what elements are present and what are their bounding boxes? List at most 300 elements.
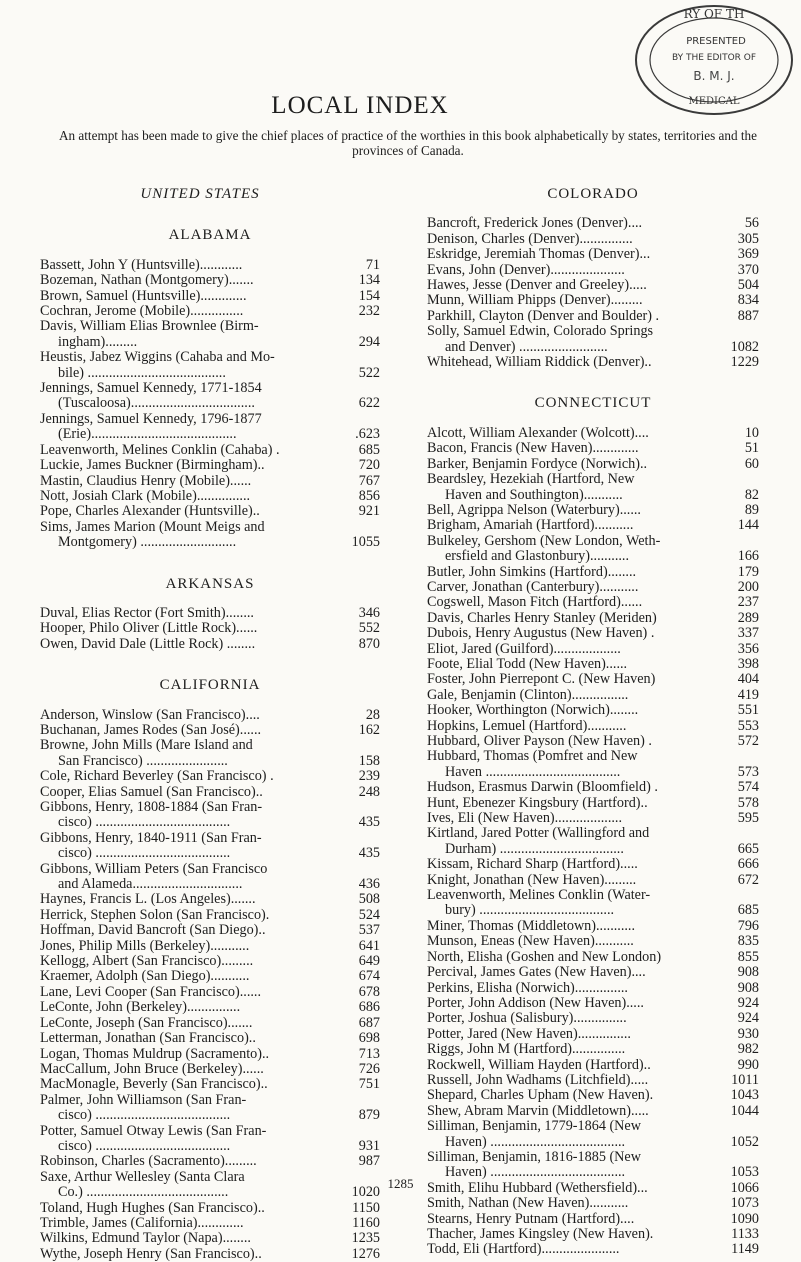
index-entry bbox=[427, 888, 759, 919]
entry-name: Haynes, Francis L. (Los Angeles)....... bbox=[40, 891, 256, 908]
index-entry bbox=[427, 355, 759, 370]
entry-name: Thacher, James Kingsley (New Haven). bbox=[427, 1226, 654, 1242]
index-entry bbox=[427, 796, 759, 811]
entry-name: Porter, John Addison (New Haven)..... bbox=[427, 994, 644, 1011]
index-entry bbox=[427, 811, 759, 826]
stamp-line-3: B. M. J. bbox=[693, 69, 735, 83]
right-column bbox=[427, 187, 759, 1258]
index-entry bbox=[427, 1227, 759, 1242]
entry-page-number: 665 bbox=[737, 840, 759, 857]
entry-page-number: 237 bbox=[737, 594, 759, 611]
entry-name: ersfield and Glastonbury)........... bbox=[445, 548, 630, 565]
entry-page-number: 356 bbox=[737, 640, 759, 657]
entry-page-number: 687 bbox=[358, 1014, 380, 1031]
entry-name: Bassett, John Y (Huntsville)............ bbox=[40, 256, 243, 273]
entry-name: Miner, Thomas (Middletown)........... bbox=[427, 917, 636, 934]
entry-page-number: 158 bbox=[358, 752, 380, 769]
entry-page-number: .623 bbox=[355, 426, 380, 443]
entry-page-number: 435 bbox=[358, 845, 380, 862]
entry-name: Saxe, Arthur Wellesley (Santa Clara bbox=[40, 1168, 245, 1185]
entry-page-number: 1055 bbox=[351, 534, 380, 551]
entry-page-number: 1229 bbox=[730, 354, 759, 371]
index-entry bbox=[40, 1047, 380, 1062]
entry-name: Buchanan, James Rodes (San José)...... bbox=[40, 721, 262, 738]
index-entry bbox=[40, 458, 380, 473]
index-entry bbox=[427, 934, 759, 949]
entry-page-number: 987 bbox=[358, 1153, 380, 1170]
entry-name: Montgomery) ........................... bbox=[58, 534, 237, 551]
entry-name: Hunt, Ebenezer Kingsbury (Hartford).. bbox=[427, 794, 648, 811]
entry-page-number: 232 bbox=[358, 303, 380, 320]
entry-page-number: 686 bbox=[358, 999, 380, 1016]
entry-page-number: 552 bbox=[358, 620, 380, 637]
entry-name: Davis, William Elias Brownlee (Birm- bbox=[40, 318, 259, 335]
entry-page-number: 572 bbox=[737, 733, 759, 749]
entry-name: cisco) ...................................... bbox=[58, 1107, 231, 1124]
entry-name: Palmer, John Williamson (San Fran- bbox=[40, 1091, 247, 1108]
library-stamp bbox=[630, 0, 795, 118]
entry-page-number: 649 bbox=[358, 953, 380, 970]
entry-name: Gibbons, William Peters (San Francisco bbox=[40, 860, 268, 877]
index-entry bbox=[427, 611, 759, 626]
entry-page-number: 28 bbox=[365, 706, 380, 723]
entry-page-number: 1150 bbox=[352, 1199, 380, 1216]
entry-name: Luckie, James Buckner (Birmingham).. bbox=[40, 457, 265, 474]
index-entry bbox=[427, 278, 759, 293]
entry-name: and Alameda............................... bbox=[58, 876, 243, 893]
entry-page-number: 71 bbox=[365, 256, 380, 273]
index-entry bbox=[40, 708, 380, 723]
entry-name: Todd, Eli (Hartford)...................... bbox=[427, 1241, 620, 1258]
entry-name: Hawes, Jesse (Denver and Greeley)..... bbox=[427, 277, 647, 294]
entry-name: Brown, Samuel (Huntsville)............. bbox=[40, 287, 247, 304]
entry-name: Bulkeley, Gershom (New London, Weth- bbox=[427, 532, 661, 549]
entry-page-number: 924 bbox=[737, 994, 759, 1011]
entry-name: Hooker, Worthington (Norwich)........ bbox=[427, 702, 639, 719]
intro-text: An attempt has been made to give the chief places of practice of the worthies in this book alphabetically by states, territories and the provinces of Canada. bbox=[59, 128, 757, 158]
entry-name: Denison, Charles (Denver)............... bbox=[427, 230, 633, 247]
state-heading: ALABAMA bbox=[168, 227, 252, 244]
index-entry bbox=[40, 923, 380, 938]
entry-name: MacMonagle, Beverly (San Francisco).. bbox=[40, 1076, 268, 1093]
index-entry bbox=[427, 503, 759, 518]
entry-name: Smith, Elihu Hubbard (Wethersfield)... bbox=[427, 1179, 648, 1196]
entry-name: Kirtland, Jared Potter (Wallingford and bbox=[427, 825, 650, 842]
entry-page-number: 1149 bbox=[731, 1241, 759, 1258]
index-entry bbox=[427, 263, 759, 278]
entry-name: Butler, John Simkins (Hartford)........ bbox=[427, 563, 637, 580]
index-entry bbox=[40, 954, 380, 969]
entry-page-number: 595 bbox=[737, 810, 759, 827]
entry-name: Solly, Samuel Edwin, Colorado Springs bbox=[427, 323, 654, 340]
index-entry bbox=[40, 862, 380, 893]
index-entry bbox=[40, 1201, 380, 1216]
entry-name: Smith, Nathan (New Haven)........... bbox=[427, 1195, 629, 1212]
entry-name: Sims, James Marion (Mount Meigs and bbox=[40, 518, 265, 535]
entry-name: bile) ....................................... bbox=[58, 364, 226, 381]
entry-name: Haven ...................................... bbox=[445, 763, 621, 780]
entry-name: Cooper, Elias Samuel (San Francisco).. bbox=[40, 783, 263, 800]
index-entry bbox=[40, 785, 380, 800]
index-entry bbox=[427, 1212, 759, 1227]
country-heading: UNITED STATES bbox=[140, 186, 260, 202]
index-entry bbox=[40, 985, 380, 1000]
entry-page-number: 990 bbox=[737, 1056, 759, 1073]
entry-page-number: 720 bbox=[358, 457, 380, 474]
entry-name: cisco) ...................................... bbox=[58, 845, 231, 862]
entry-name: Silliman, Benjamin, 1779-1864 (New bbox=[427, 1118, 641, 1135]
entry-page-number: 713 bbox=[358, 1045, 380, 1062]
index-entry bbox=[427, 873, 759, 888]
entry-name: Rockwell, William Hayden (Hartford).. bbox=[427, 1056, 651, 1073]
index-entry bbox=[427, 1242, 759, 1257]
entry-name: Jones, Philip Mills (Berkeley)........... bbox=[40, 937, 250, 954]
entry-page-number: 1053 bbox=[730, 1164, 759, 1181]
entry-page-number: 551 bbox=[737, 702, 759, 719]
entry-name: Toland, Hugh Hughes (San Francisco).. bbox=[40, 1199, 265, 1216]
entry-page-number: 685 bbox=[737, 902, 759, 919]
entry-name: Shepard, Charles Upham (New Haven). bbox=[427, 1087, 654, 1104]
index-entry bbox=[427, 1011, 759, 1026]
index-entry bbox=[40, 1031, 380, 1046]
index-entry bbox=[40, 319, 380, 350]
entry-page-number: 144 bbox=[737, 517, 759, 534]
entry-page-number: 578 bbox=[737, 794, 759, 811]
entry-page-number: 522 bbox=[358, 364, 380, 381]
entry-page-number: 1133 bbox=[731, 1226, 759, 1242]
index-entry bbox=[40, 1016, 380, 1031]
entry-page-number: 767 bbox=[358, 472, 380, 489]
entry-page-number: 10 bbox=[744, 424, 759, 441]
entry-name: Munn, William Phipps (Denver)......... bbox=[427, 292, 643, 309]
entry-page-number: 666 bbox=[737, 856, 759, 873]
entry-name: cisco) ...................................... bbox=[58, 814, 231, 831]
entry-name: and Denver) ......................... bbox=[445, 338, 608, 355]
entry-name: Barker, Benjamin Fordyce (Norwich).. bbox=[427, 455, 648, 472]
index-entry bbox=[40, 800, 380, 831]
entry-page-number: 921 bbox=[358, 503, 380, 520]
entry-page-number: 56 bbox=[744, 215, 759, 232]
index-entry bbox=[40, 1062, 380, 1077]
entry-name: Trimble, James (California)............. bbox=[40, 1214, 244, 1231]
entry-page-number: 524 bbox=[358, 906, 380, 923]
entry-name: Cochran, Jerome (Mobile)............... bbox=[40, 303, 244, 320]
entry-name: (Erie)......................................... bbox=[58, 426, 237, 443]
entry-page-number: 1090 bbox=[730, 1210, 759, 1227]
index-entry bbox=[40, 489, 380, 504]
entry-name: Gibbons, Henry, 1840-1911 (San Fran- bbox=[40, 829, 262, 846]
index-entry bbox=[427, 216, 759, 231]
entry-page-number: 879 bbox=[358, 1107, 380, 1124]
entry-name: Bozeman, Nathan (Montgomery)....... bbox=[40, 272, 254, 289]
entry-name: Co.) ........................................ bbox=[58, 1184, 229, 1201]
index-entry bbox=[427, 309, 759, 324]
entry-name: LeConte, Joseph (San Francisco)....... bbox=[40, 1014, 253, 1031]
entry-page-number: 573 bbox=[737, 763, 759, 780]
entry-name: Leavenworth, Melines Conklin (Water- bbox=[427, 887, 651, 904]
entry-name: Foster, John Pierrepont C. (New Haven) bbox=[427, 671, 656, 688]
entry-name: Riggs, John M (Hartford)............... bbox=[427, 1041, 626, 1058]
index-entry bbox=[427, 1119, 759, 1150]
entry-page-number: 346 bbox=[358, 604, 380, 621]
index-entry bbox=[427, 857, 759, 872]
index-entry bbox=[427, 441, 759, 456]
entry-page-number: 154 bbox=[358, 287, 380, 304]
entry-page-number: 931 bbox=[358, 1137, 380, 1154]
entry-name: Gibbons, Henry, 1808-1884 (San Fran- bbox=[40, 799, 263, 815]
index-entry bbox=[40, 504, 380, 519]
entry-name: Logan, Thomas Muldrup (Sacramento).. bbox=[40, 1045, 270, 1062]
entry-page-number: 908 bbox=[737, 979, 759, 996]
entry-name: Parkhill, Clayton (Denver and Boulder) . bbox=[427, 307, 660, 324]
entry-page-number: 685 bbox=[358, 441, 380, 458]
entry-page-number: 1020 bbox=[351, 1184, 380, 1201]
entry-page-number: 305 bbox=[737, 230, 759, 247]
index-entry bbox=[40, 637, 380, 652]
entry-page-number: 1011 bbox=[731, 1071, 759, 1088]
entry-page-number: 887 bbox=[737, 307, 759, 324]
index-entry bbox=[427, 293, 759, 308]
state-heading: CONNECTICUT bbox=[534, 395, 652, 412]
index-entry bbox=[427, 1104, 759, 1119]
entry-name: Alcott, William Alexander (Wolcott).... bbox=[427, 424, 649, 441]
entry-name: Herrick, Stephen Solon (San Francisco). bbox=[40, 906, 270, 923]
index-entry bbox=[40, 769, 380, 784]
entry-name: Knight, Jonathan (New Haven)......... bbox=[427, 871, 637, 888]
entry-page-number: 162 bbox=[358, 721, 380, 738]
entry-name: Porter, Joshua (Salisbury)............... bbox=[427, 1010, 627, 1027]
index-entry bbox=[427, 950, 759, 965]
index-entry bbox=[40, 606, 380, 621]
entry-page-number: 574 bbox=[737, 779, 759, 796]
index-entry bbox=[40, 443, 380, 458]
entry-page-number: 1160 bbox=[352, 1214, 380, 1231]
entry-name: Potter, Samuel Otway Lewis (San Fran- bbox=[40, 1122, 267, 1139]
index-entry bbox=[40, 1000, 380, 1015]
entry-page-number: 796 bbox=[737, 917, 759, 934]
index-entry bbox=[427, 672, 759, 687]
entry-page-number: 398 bbox=[737, 655, 759, 672]
entry-name: Wilkins, Edmund Taylor (Napa)........ bbox=[40, 1230, 251, 1247]
entry-name: Browne, John Mills (Mare Island and bbox=[40, 737, 253, 754]
entry-page-number: 622 bbox=[358, 395, 380, 412]
entry-name: Hooper, Philo Oliver (Little Rock)...... bbox=[40, 620, 258, 637]
index-entry bbox=[427, 1058, 759, 1073]
entry-name: Russell, John Wadhams (Litchfield)..... bbox=[427, 1071, 649, 1088]
entry-name: Jennings, Samuel Kennedy, 1771-1854 bbox=[40, 380, 262, 397]
entry-name: Whitehead, William Riddick (Denver).. bbox=[427, 354, 652, 371]
index-entry bbox=[427, 534, 759, 565]
entry-name: Carver, Jonathan (Canterbury)........... bbox=[427, 578, 639, 595]
index-entry bbox=[40, 304, 380, 319]
index-entry bbox=[427, 595, 759, 610]
entry-name: Gale, Benjamin (Clinton)................ bbox=[427, 686, 629, 703]
entry-name: Pope, Charles Alexander (Huntsville).. bbox=[40, 503, 260, 520]
index-entry bbox=[427, 1088, 759, 1103]
entry-page-number: 537 bbox=[358, 922, 380, 939]
entry-page-number: 1044 bbox=[730, 1102, 759, 1119]
index-entry bbox=[40, 273, 380, 288]
entry-page-number: 870 bbox=[358, 635, 380, 652]
index-entry bbox=[40, 350, 380, 381]
entry-name: Evans, John (Denver)..................... bbox=[427, 261, 625, 278]
entry-name: Duval, Elias Rector (Fort Smith)........ bbox=[40, 604, 254, 621]
state-heading: COLORADO bbox=[547, 186, 639, 202]
index-entry bbox=[40, 289, 380, 304]
entry-name: Shew, Abram Marvin (Middletown)..... bbox=[427, 1102, 649, 1119]
index-entry bbox=[427, 247, 759, 262]
entry-name: (Tuscaloosa)................................... bbox=[58, 395, 255, 412]
index-entry bbox=[40, 621, 380, 636]
index-entry bbox=[427, 981, 759, 996]
index-entry bbox=[40, 738, 380, 769]
entry-page-number: 834 bbox=[737, 292, 759, 309]
entry-name: Dubois, Henry Augustus (New Haven) . bbox=[427, 625, 655, 642]
entry-name: Brigham, Amariah (Hartford)........... bbox=[427, 517, 634, 534]
index-entry bbox=[427, 1027, 759, 1042]
index-entry bbox=[427, 626, 759, 641]
entry-page-number: 641 bbox=[358, 937, 380, 954]
entry-page-number: 435 bbox=[358, 814, 380, 831]
entry-name: Potter, Jared (New Haven)............... bbox=[427, 1025, 631, 1042]
entry-name: Haven and Southington)........... bbox=[445, 486, 623, 503]
entry-name: Hoffman, David Bancroft (San Diego).. bbox=[40, 922, 266, 939]
index-entry bbox=[40, 1247, 380, 1262]
index-entry bbox=[427, 1073, 759, 1088]
entry-name: Durham) ................................... bbox=[445, 840, 624, 857]
index-entry bbox=[427, 734, 759, 749]
entry-page-number: 370 bbox=[737, 261, 759, 278]
index-entry bbox=[427, 826, 759, 857]
index-entry bbox=[427, 996, 759, 1011]
entry-page-number: 751 bbox=[358, 1076, 380, 1093]
entry-name: ingham)......... bbox=[58, 333, 138, 350]
index-entry bbox=[40, 939, 380, 954]
entry-page-number: 1073 bbox=[730, 1195, 759, 1212]
entry-page-number: 672 bbox=[737, 871, 759, 888]
index-entry bbox=[40, 258, 380, 273]
entry-name: Ives, Eli (New Haven)................... bbox=[427, 810, 623, 827]
entry-page-number: 835 bbox=[737, 933, 759, 950]
entry-name: MacCallum, John Bruce (Berkeley)...... bbox=[40, 1060, 264, 1077]
index-entry bbox=[40, 1216, 380, 1231]
entry-name: Percival, James Gates (New Haven).... bbox=[427, 964, 646, 981]
index-entry bbox=[40, 831, 380, 862]
index-entry bbox=[427, 642, 759, 657]
entry-name: North, Elisha (Goshen and New London) bbox=[427, 948, 662, 965]
entry-page-number: 166 bbox=[737, 548, 759, 565]
entry-name: Cole, Richard Beverley (San Francisco) . bbox=[40, 768, 274, 785]
index-entry bbox=[40, 381, 380, 412]
entry-page-number: 908 bbox=[737, 964, 759, 981]
entry-name: Bacon, Francis (New Haven)............. bbox=[427, 440, 639, 457]
entry-name: Hudson, Erasmus Darwin (Bloomfield) . bbox=[427, 779, 658, 796]
page-title: LOCAL INDEX bbox=[271, 92, 449, 119]
index-entry bbox=[427, 426, 759, 441]
entry-name: bury) ...................................... bbox=[445, 902, 615, 919]
entry-name: LeConte, John (Berkeley)............... bbox=[40, 999, 241, 1016]
index-entry bbox=[427, 688, 759, 703]
entry-name: Robinson, Charles (Sacramento)......... bbox=[40, 1153, 257, 1170]
entry-name: Mastin, Claudius Henry (Mobile)...... bbox=[40, 472, 252, 489]
entry-name: Hubbard, Oliver Payson (New Haven) . bbox=[427, 733, 652, 749]
entry-page-number: 179 bbox=[737, 563, 759, 580]
index-entry bbox=[40, 723, 380, 738]
entry-page-number: 89 bbox=[744, 501, 759, 518]
index-entry bbox=[427, 1196, 759, 1211]
entry-name: Silliman, Benjamin, 1816-1885 (New bbox=[427, 1148, 641, 1165]
entry-page-number: 369 bbox=[737, 246, 759, 263]
entry-page-number: 1235 bbox=[351, 1230, 380, 1247]
page-number: 1285 bbox=[387, 1176, 414, 1191]
entry-name: Kraemer, Adolph (San Diego)........... bbox=[40, 968, 250, 985]
index-entry bbox=[40, 474, 380, 489]
entry-page-number: 1066 bbox=[730, 1179, 759, 1196]
entry-name: Heustis, Jabez Wiggins (Cahaba and Mo- bbox=[40, 349, 275, 366]
entry-name: Perkins, Elisha (Norwich)............... bbox=[427, 979, 628, 996]
entry-page-number: 504 bbox=[737, 277, 759, 294]
entry-name: Munson, Eneas (New Haven)........... bbox=[427, 933, 634, 950]
index-entry bbox=[427, 518, 759, 533]
entry-name: Haven) ...................................... bbox=[445, 1133, 626, 1150]
entry-page-number: 60 bbox=[744, 455, 759, 472]
entry-page-number: 698 bbox=[358, 1030, 380, 1047]
entry-name: Bancroft, Frederick Jones (Denver).... bbox=[427, 215, 643, 232]
index-entry bbox=[427, 232, 759, 247]
index-entry bbox=[40, 1077, 380, 1092]
entry-name: Foote, Elial Todd (New Haven)...... bbox=[427, 655, 628, 672]
entry-page-number: 508 bbox=[358, 891, 380, 908]
index-entry bbox=[427, 703, 759, 718]
entry-name: Bell, Agrippa Nelson (Waterbury)...... bbox=[427, 501, 641, 518]
index-entry bbox=[40, 892, 380, 907]
entry-page-number: 1052 bbox=[730, 1133, 759, 1150]
entry-page-number: 419 bbox=[737, 686, 759, 703]
entry-name: Eliot, Jared (Guilford)................... bbox=[427, 640, 621, 657]
state-heading: CALIFORNIA bbox=[159, 677, 261, 694]
entry-name: Hubbard, Thomas (Pomfret and New bbox=[427, 748, 638, 765]
index-entry bbox=[427, 565, 759, 580]
index-entry bbox=[427, 1042, 759, 1057]
entry-page-number: 404 bbox=[737, 671, 759, 688]
index-entry bbox=[40, 520, 380, 551]
entry-page-number: 726 bbox=[358, 1060, 380, 1077]
entry-name: Leavenworth, Melines Conklin (Cahaba) . bbox=[40, 441, 280, 458]
entry-name: Beardsley, Hezekiah (Hartford, New bbox=[427, 471, 635, 488]
entry-name: Davis, Charles Henry Stanley (Meriden) bbox=[427, 609, 657, 626]
entry-page-number: 930 bbox=[737, 1025, 759, 1042]
index-entry bbox=[40, 412, 380, 443]
entry-name: Kissam, Richard Sharp (Hartford)..... bbox=[427, 856, 638, 873]
entry-page-number: 51 bbox=[744, 440, 759, 457]
index-entry bbox=[427, 472, 759, 503]
entry-name: Nott, Josiah Clark (Mobile)............... bbox=[40, 487, 251, 504]
index-entry bbox=[427, 919, 759, 934]
entry-name: Letterman, Jonathan (San Francisco).. bbox=[40, 1030, 256, 1047]
stamp-top: RY OF TH bbox=[683, 7, 745, 21]
stamp-line-2: BY THE EDITOR OF bbox=[671, 53, 757, 63]
entry-name: Owen, David Dale (Little Rock) ........ bbox=[40, 635, 256, 652]
entry-name: Stearns, Henry Putnam (Hartford).... bbox=[427, 1210, 635, 1227]
entry-page-number: 982 bbox=[737, 1041, 759, 1058]
entry-name: Jennings, Samuel Kennedy, 1796-1877 bbox=[40, 410, 262, 427]
index-entry bbox=[40, 1124, 380, 1155]
index-entry bbox=[40, 1154, 380, 1169]
entry-name: Hopkins, Lemuel (Hartford)........... bbox=[427, 717, 627, 734]
entry-page-number: 248 bbox=[358, 783, 380, 800]
left-column bbox=[40, 187, 380, 1262]
entry-page-number: 856 bbox=[358, 487, 380, 504]
